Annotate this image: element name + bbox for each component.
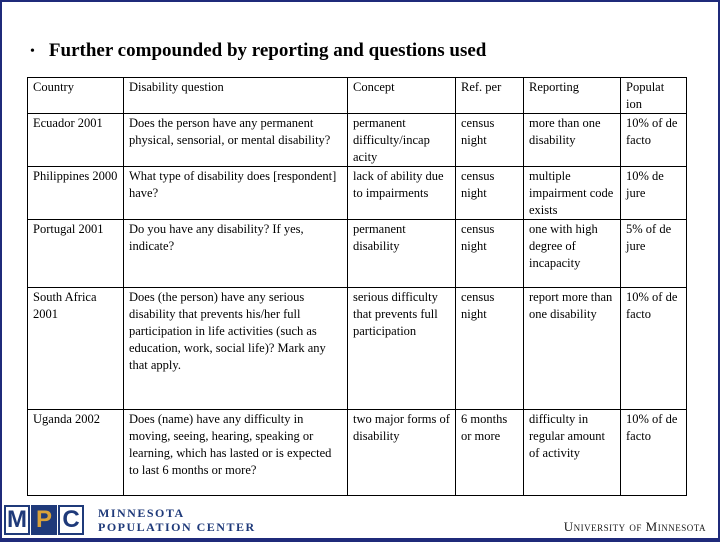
table-row — [28, 288, 687, 410]
slide-title: Further compounded by reporting and questions used — [48, 40, 487, 61]
cell-country: Philippines 2000 — [28, 167, 124, 220]
header-population: Populat ion — [621, 78, 687, 114]
cell-concept: two major forms of disability — [348, 410, 456, 496]
cell-reporting: multiple impairment code exists — [524, 167, 621, 220]
table-header-row — [28, 78, 687, 114]
cell-ref-period: census night — [456, 114, 524, 167]
slide-footer — [0, 502, 720, 538]
header-reporting: Reporting — [524, 78, 621, 114]
table-row — [28, 220, 687, 288]
cell-question: Does (name) have any difficulty in moving, seeing, hearing, speaking or learning, which has lasted or is expected to last 6 months or more? — [124, 410, 348, 496]
cell-reporting: difficulty in regular amount of activity — [524, 410, 621, 496]
cell-population: 10% of de facto — [621, 410, 687, 496]
mpc-logo-letter-c: C — [58, 505, 84, 535]
table-row — [28, 167, 687, 220]
header-country: Country — [28, 78, 124, 114]
mpc-logo-letter-p: P — [31, 505, 57, 535]
cell-country: Portugal 2001 — [28, 220, 124, 288]
cell-population: 10% of de facto — [621, 288, 687, 410]
mpc-logo-letter-m: M — [4, 505, 30, 535]
cell-ref-period: 6 months or more — [456, 410, 524, 496]
cell-country: Uganda 2002 — [28, 410, 124, 496]
table-row — [28, 410, 687, 496]
cell-population: 10% de jure — [621, 167, 687, 220]
cell-question: Does (the person) have any serious disability that prevents his/her full participation in life activities (such as education, work, social life)? Mark any that apply. — [124, 288, 348, 410]
header-ref-period: Ref. per — [456, 78, 524, 114]
cell-population: 10% of de facto — [621, 114, 687, 167]
table-row — [28, 114, 687, 167]
center-name-line1: MINNESOTA — [98, 506, 185, 520]
cell-question: Does the person have any permanent physical, sensorial, or mental disability? — [124, 114, 348, 167]
cell-country: South Africa 2001 — [28, 288, 124, 410]
cell-ref-period: census night — [456, 288, 524, 410]
center-name-line2: POPULATION CENTER — [98, 520, 256, 534]
university-name: University of Minnesota — [563, 519, 706, 534]
cell-reporting: more than one disability — [524, 114, 621, 167]
cell-concept: permanent difficulty/incap acity — [348, 114, 456, 167]
cell-population: 5% of de jure — [621, 220, 687, 288]
cell-reporting: report more than one disability — [524, 288, 621, 410]
population-center-name — [98, 506, 256, 534]
cell-question: Do you have any disability? If yes, indicate? — [124, 220, 348, 288]
header-concept: Concept — [348, 78, 456, 114]
cell-question: What type of disability does [respondent] have? — [124, 167, 348, 220]
cell-concept: lack of ability due to impairments — [348, 167, 456, 220]
header-disability-question: Disability question — [124, 78, 348, 114]
cell-concept: permanent disability — [348, 220, 456, 288]
title-bullet: • — [30, 44, 35, 59]
slide-title-row — [30, 38, 486, 64]
mpc-logo — [4, 505, 85, 535]
census-disability-table — [27, 77, 687, 496]
cell-ref-period: census night — [456, 220, 524, 288]
cell-ref-period: census night — [456, 167, 524, 220]
cell-reporting: one with high degree of incapacity — [524, 220, 621, 288]
cell-country: Ecuador 2001 — [28, 114, 124, 167]
cell-concept: serious difficulty that prevents full participation — [348, 288, 456, 410]
